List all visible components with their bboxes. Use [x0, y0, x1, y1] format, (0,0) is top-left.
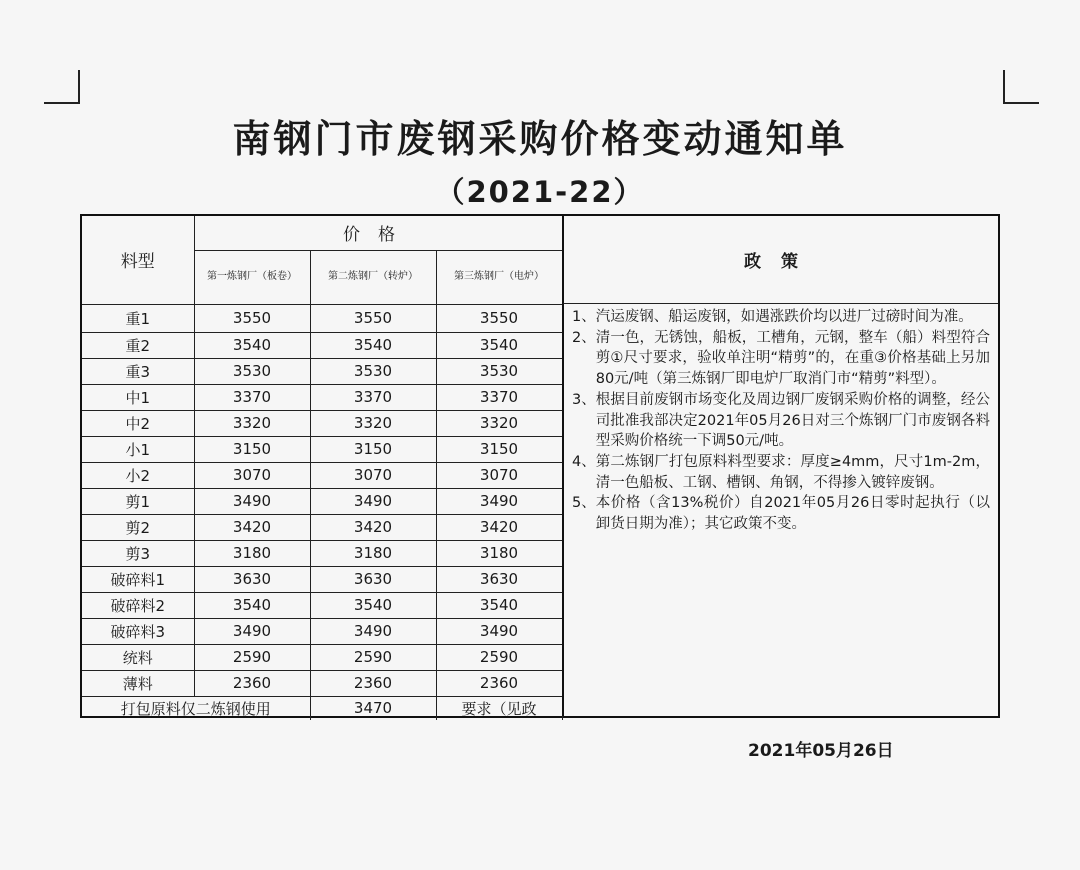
cell-material-type: 剪2	[82, 514, 194, 540]
cell-price-plant-3: 2360	[436, 670, 562, 696]
cell-price-plant-1: 3530	[194, 358, 310, 384]
cell-price-plant-1: 3180	[194, 540, 310, 566]
cell-price-plant-2: 3490	[310, 488, 436, 514]
header-price: 价格	[194, 216, 562, 250]
cell-price-plant-1: 3490	[194, 618, 310, 644]
cell-material-type: 破碎料1	[82, 566, 194, 592]
cell-price-plant-1: 3550	[194, 304, 310, 332]
cell-price-plant-1: 3630	[194, 566, 310, 592]
cell-price-plant-1: 3070	[194, 462, 310, 488]
cell-material-type: 剪3	[82, 540, 194, 566]
cell-material-type: 剪1	[82, 488, 194, 514]
table-row	[82, 384, 562, 410]
price-table	[82, 216, 563, 720]
cell-price-plant-3: 3490	[436, 488, 562, 514]
cell-material-type: 破碎料3	[82, 618, 194, 644]
price-rows	[82, 304, 562, 696]
policy-header: 政策	[562, 216, 998, 304]
document-number: （2021-22）	[435, 175, 645, 209]
header-plant-1: 第一炼钢厂（板卷）	[194, 250, 310, 304]
cell-price-plant-2: 3180	[310, 540, 436, 566]
policy-item-text: 本价格（含13%税价）自2021年05月26日零时起执行（以卸货日期为准）；其它政策不变。	[595, 495, 990, 533]
cell-price-plant-3: 3490	[436, 618, 562, 644]
policy-list	[562, 304, 998, 716]
cell-price-plant-3: 3550	[436, 304, 562, 332]
cell-price-plant-3: 3530	[436, 358, 562, 384]
cell-price-plant-3: 3540	[436, 592, 562, 618]
policy-item-text: 根据目前废钢市场变化及周边钢厂废钢采购价格的调整，经公司批准我部决定2021年05月26日对三个炼钢厂门市废钢各料型采购价格统一下调50元/吨。	[595, 391, 990, 450]
table-row	[82, 540, 562, 566]
table-row	[82, 644, 562, 670]
cell-price-plant-3: 要求（见政	[436, 696, 562, 720]
cell-material-type: 小1	[82, 436, 194, 462]
cell-material-type: 破碎料2	[82, 592, 194, 618]
cell-price-plant-2: 3370	[310, 384, 436, 410]
cell-price-plant-2: 3150	[310, 436, 436, 462]
cell-price-plant-1: 3320	[194, 410, 310, 436]
policy-item-number: 5、	[572, 495, 596, 512]
cell-price-plant-2: 3470	[310, 696, 436, 720]
cell-price-plant-1: 2360	[194, 670, 310, 696]
policy-item-number: 1、	[572, 309, 596, 325]
crop-mark-top-left	[44, 70, 80, 104]
cell-material-type: 薄料	[82, 670, 194, 696]
table-row	[82, 304, 562, 332]
header-plant-3: 第三炼钢厂（电炉）	[436, 250, 562, 304]
cell-price-plant-2: 3630	[310, 566, 436, 592]
policy-item	[572, 452, 990, 493]
document-title: 南钢门市废钢采购价格变动通知单	[232, 117, 848, 161]
cell-price-plant-1: 3150	[194, 436, 310, 462]
table-row	[82, 514, 562, 540]
cell-material-type: 中2	[82, 410, 194, 436]
cell-price-plant-2: 3490	[310, 618, 436, 644]
cell-price-plant-1: 3370	[194, 384, 310, 410]
header-material-type: 料型	[82, 216, 194, 304]
cell-material-type: 打包原料仅二炼钢使用	[82, 696, 310, 720]
issue-date: 2021年05月26日	[748, 741, 894, 761]
policy-item-text: 汽运废钢、船运废钢，如遇涨跌价均以进厂过磅时间为准。	[595, 309, 973, 325]
cell-price-plant-3: 3150	[436, 436, 562, 462]
cell-price-plant-2: 3550	[310, 304, 436, 332]
cell-material-type: 重2	[82, 332, 194, 358]
policy-item	[572, 307, 990, 328]
policy-item-text: 第二炼钢厂打包原料料型要求：厚度≥4mm，尺寸1m-2m，清一色船板、工钢、槽钢、角钢，不得掺入镀锌废钢。	[595, 453, 990, 491]
crop-mark-top-right	[1003, 70, 1039, 104]
cell-price-plant-3: 3370	[436, 384, 562, 410]
cell-price-plant-3: 3180	[436, 540, 562, 566]
policy-item	[572, 390, 990, 452]
cell-price-plant-2: 3540	[310, 332, 436, 358]
cell-material-type: 重1	[82, 304, 194, 332]
policy-item	[572, 328, 990, 390]
cell-material-type: 重3	[82, 358, 194, 384]
cell-price-plant-3: 3420	[436, 514, 562, 540]
table-row	[82, 670, 562, 696]
cell-material-type: 中1	[82, 384, 194, 410]
table-row	[82, 410, 562, 436]
cell-price-plant-3: 3630	[436, 566, 562, 592]
table-row	[82, 462, 562, 488]
cell-price-plant-2: 3320	[310, 410, 436, 436]
table-row	[82, 436, 562, 462]
policy-item-number: 4、	[572, 453, 596, 470]
cell-price-plant-1: 3490	[194, 488, 310, 514]
table-row	[82, 618, 562, 644]
cell-price-plant-3: 3320	[436, 410, 562, 436]
table-row	[82, 566, 562, 592]
cell-price-plant-3: 2590	[436, 644, 562, 670]
cell-material-type: 小2	[82, 462, 194, 488]
table-row	[82, 332, 562, 358]
cell-price-plant-2: 3070	[310, 462, 436, 488]
policy-item	[572, 493, 990, 534]
price-sheet	[80, 214, 1000, 718]
cell-price-plant-1: 3540	[194, 332, 310, 358]
table-row-packing	[82, 696, 562, 720]
cell-material-type: 统料	[82, 644, 194, 670]
cell-price-plant-1: 3540	[194, 592, 310, 618]
header-plant-2: 第二炼钢厂（转炉）	[310, 250, 436, 304]
table-row	[82, 358, 562, 384]
policy-item-number: 2、	[572, 329, 596, 346]
policy-item-number: 3、	[572, 391, 596, 408]
cell-price-plant-1: 3420	[194, 514, 310, 540]
table-row	[82, 488, 562, 514]
cell-price-plant-3: 3540	[436, 332, 562, 358]
table-row	[82, 592, 562, 618]
policy-item-text: 清一色，无锈蚀，船板，工槽角，元钢，整车（船）料型符合剪①尺寸要求，验收单注明“精剪”的，在重③价格基础上另加80元/吨（第三炼钢厂即电炉厂取消门市“精剪”料型）。	[595, 329, 990, 388]
cell-price-plant-2: 2360	[310, 670, 436, 696]
cell-price-plant-1: 2590	[194, 644, 310, 670]
cell-price-plant-2: 3420	[310, 514, 436, 540]
cell-price-plant-2: 2590	[310, 644, 436, 670]
cell-price-plant-3: 3070	[436, 462, 562, 488]
cell-price-plant-2: 3540	[310, 592, 436, 618]
cell-price-plant-2: 3530	[310, 358, 436, 384]
